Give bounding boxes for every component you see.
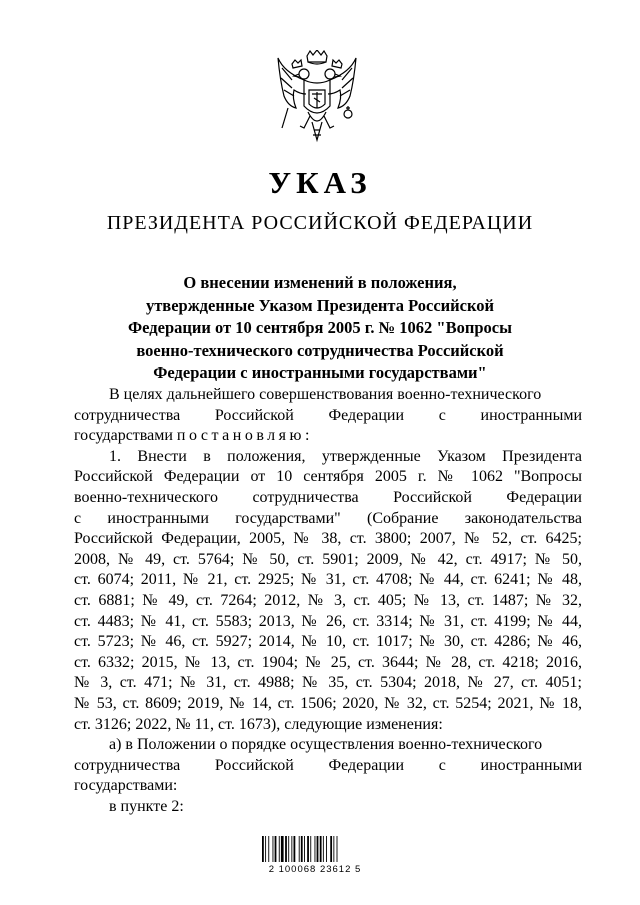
coat-of-arms-icon xyxy=(274,50,360,146)
barcode-bar xyxy=(273,836,274,862)
barcode-bar xyxy=(294,836,296,862)
barcode-bar xyxy=(301,836,303,862)
decree-operative-word: постановляю: xyxy=(176,427,313,445)
body-line: ст. 6332; 2015, № 13, ст. 1904; № 25, ст. 3644; № 28, ст. 4218; 2016, xyxy=(74,653,582,671)
body-line: № 53, ст. 8609; 2019, № 14, ст. 1506; 2020, № 32, ст. 5254; 2021, № 18, xyxy=(74,694,582,712)
body-line: ст. 3126; 2022, № 11, ст. 1673), следующие изменения: xyxy=(74,715,443,733)
barcode-bar xyxy=(288,836,289,862)
document-subtitle: ПРЕЗИДЕНТА РОССИЙСКОЙ ФЕДЕРАЦИИ xyxy=(106,212,534,234)
body-line: В целях дальнейшего совершенствования военно-технического xyxy=(109,386,542,403)
barcode-bar xyxy=(285,836,287,862)
barcode-bar xyxy=(304,836,305,862)
decree-heading xyxy=(100,272,540,385)
body-line: в пункте 2: xyxy=(109,797,184,815)
barcode-bar xyxy=(262,836,264,862)
body-line: 1. Внести в положения, утвержденные Указом Президента xyxy=(109,447,582,465)
heading-line: Федерации с иностранными государствами" xyxy=(153,363,487,382)
barcode-bar xyxy=(268,836,269,862)
heading-line: военно-технического сотрудничества Российской xyxy=(136,340,504,360)
barcode-bar xyxy=(326,836,327,862)
barcode-bar xyxy=(317,836,319,862)
body-line: Российской Федерации, 2005, № 38, ст. 3800; 2007, № 52, ст. 6425; xyxy=(74,530,582,548)
body-line: Российской Федерации от 10 сентября 2005 г. № 1062 "Вопросы xyxy=(74,468,582,486)
barcode-bar xyxy=(337,836,338,862)
heading-line: Федерации от 10 сентября 2005 г. № 1062 "Вопросы xyxy=(128,318,512,337)
body-line xyxy=(74,426,582,447)
heading-line: утвержденные Указом Президента Российской xyxy=(145,295,495,315)
body-line: а) в Положении о порядке осуществления военно-технического xyxy=(109,736,543,754)
decree-body xyxy=(74,385,582,817)
body-line: ст. 6074; 2011, № 21, ст. 2925; № 31, ст. 4708; № 44, ст. 6241; № 48, xyxy=(74,571,582,589)
body-line: сотрудничества Российской Федерации с иностранными xyxy=(74,406,582,424)
body-line: с иностранными государствами" (Собрание законодательства xyxy=(74,509,582,527)
barcode-bar xyxy=(307,836,309,862)
body-line: военно-технического сотрудничества Российской Федерации xyxy=(74,488,582,506)
body-line-text: государствами xyxy=(74,427,173,445)
body-line: ст. 6881; № 49, ст. 7264; 2012, № 3, ст. 405; № 13, ст. 1487; № 32, xyxy=(74,591,582,609)
body-line: 2008, № 49, ст. 5764; № 50, ст. 5901; 2009, № 42, ст. 4917; № 50, xyxy=(74,550,582,568)
body-line: ст. 5723; № 46, ст. 5927; 2014, № 10, ст. 1017; № 30, ст. 4286; № 46, xyxy=(74,633,582,651)
barcode-bar xyxy=(265,836,266,862)
barcode-bar xyxy=(333,836,334,862)
barcode-number: 2 100068 23612 5 xyxy=(268,864,362,875)
heading-line: О внесении изменений в положения, xyxy=(183,273,457,292)
barcode-bar xyxy=(315,836,316,862)
document-title: УКАЗ xyxy=(268,165,372,200)
barcode-bar xyxy=(299,836,300,862)
body-line: сотрудничества Российской Федерации с иностранными xyxy=(74,756,582,774)
barcode-bar xyxy=(281,836,284,862)
barcode-bar xyxy=(275,836,277,862)
body-line: № 3, ст. 471; № 31, ст. 4988; № 35, ст. 5304; 2018, № 27, ст. 4051; xyxy=(74,674,582,692)
barcode-bar xyxy=(291,836,292,862)
barcode-bar xyxy=(279,836,280,862)
body-line: ст. 4483; № 41, ст. 5583; 2013, № 26, ст. 3314; № 31, ст. 4199; № 44, xyxy=(74,612,582,630)
barcode-bar xyxy=(330,836,332,862)
barcode-bar xyxy=(310,836,311,862)
body-line: государствами: xyxy=(74,777,178,795)
barcode-bar xyxy=(320,836,322,862)
barcode-bar xyxy=(323,836,324,862)
